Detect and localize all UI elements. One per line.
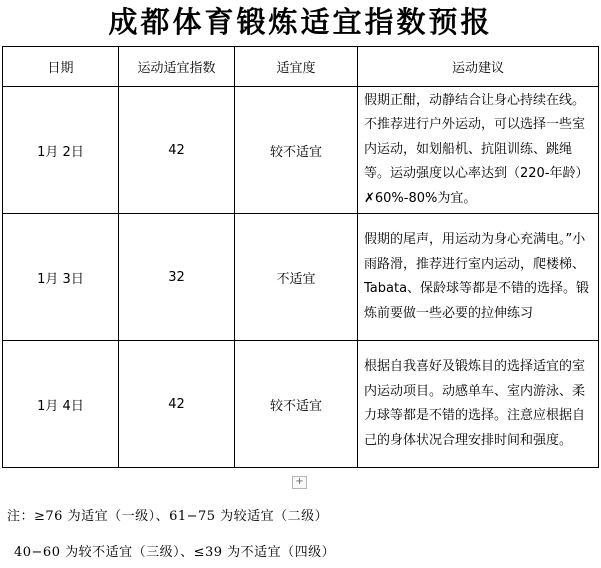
header-index: 运动适宜指数 [119, 47, 235, 87]
table-row [3, 341, 599, 468]
index-table [2, 46, 599, 468]
table-row [3, 87, 599, 214]
cell-level: 较不适宜 [235, 87, 358, 214]
cell-advice: 根据自我喜好及锻炼目的选择适宜的室内运动项目。动感单车、室内游泳、柔力球等都是不错的选择。注意应根据自己的身体状况合理安排时间和强度。 [358, 341, 599, 468]
header-advice: 运动建议 [358, 47, 599, 87]
legend-note-line-2: 40−60 为较不适宜（三级）、≤39 为不适宜（四级） [14, 545, 336, 560]
header-level: 适宜度 [235, 47, 358, 87]
document-title: 成都体育锻炼适宜指数预报 [108, 5, 493, 39]
cell-date: 1月 2日 [3, 87, 119, 214]
cell-index: 42 [119, 341, 235, 468]
cell-date: 1月 3日 [3, 214, 119, 341]
table-header-row [3, 47, 599, 87]
legend-note-line-1: 注：≥76 为适宜（一级）、61−75 为较适宜（二级） [7, 509, 329, 524]
header-date: 日期 [3, 47, 119, 87]
cell-level: 较不适宜 [235, 341, 358, 468]
cell-advice: 假期的尾声，用运动为身心充满电。”小雨路滑，推荐进行室内运动，爬楼梯、Tabata、保龄球等都是不错的选择。锻炼前要做一些必要的拉伸练习 [358, 214, 599, 341]
table-row [3, 214, 599, 341]
cell-advice: 假期正酣，动静结合让身心持续在线。不推荐进行户外运动，可以选择一些室内运动，如划船机、抗阻训练、跳绳等。运动强度以心率达到（220-年龄）✗60%-80%为宜。 [358, 87, 599, 214]
cell-index: 42 [119, 87, 235, 214]
add-row-button[interactable]: + [292, 476, 307, 489]
cell-level: 不适宜 [235, 214, 358, 341]
cell-index: 32 [119, 214, 235, 341]
cell-date: 1月 4日 [3, 341, 119, 468]
